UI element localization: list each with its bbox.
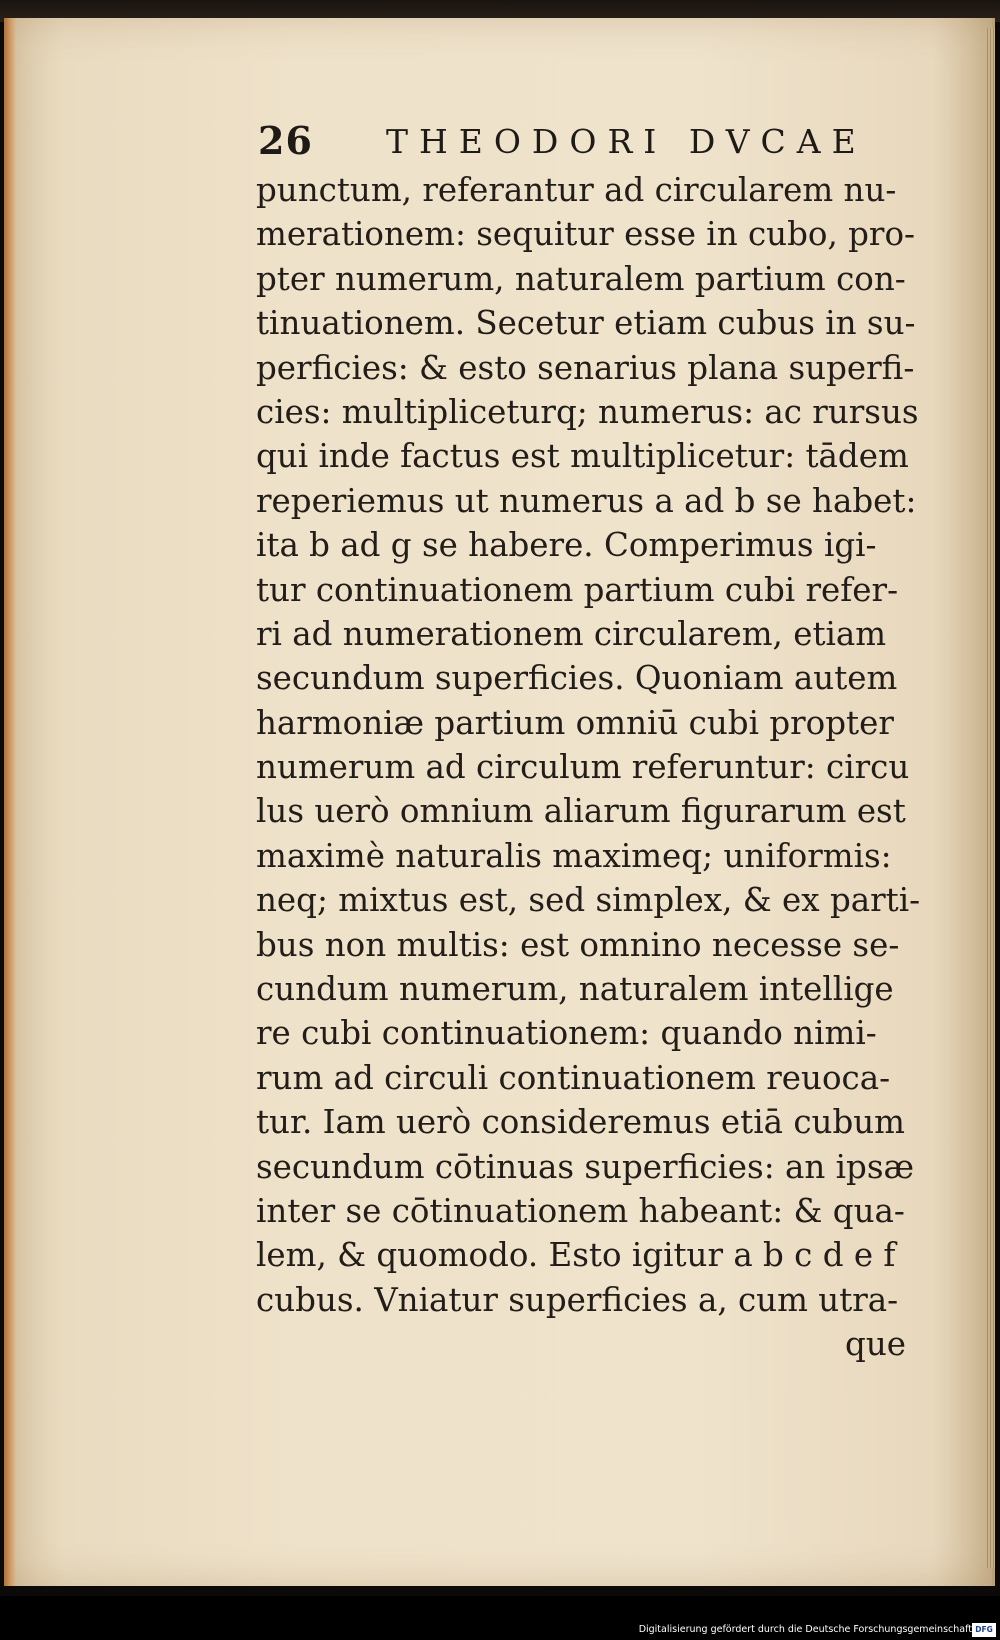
text-line: tinuationem. Secetur etiam cubus in su- (256, 304, 916, 343)
text-line: reperiemus ut numerus a ad b se habet: (256, 481, 917, 520)
text-line: ita b ad g se habere. Comperimus igi- (256, 526, 877, 565)
text-line: secundum superficies. Quoniam autem (256, 659, 898, 698)
text-line: maximè naturalis maximeq; uniformis: (256, 836, 892, 875)
digitization-footer (0, 1596, 1000, 1640)
page-stack-edge (985, 28, 995, 1568)
text-line: lem, & quomodo. Esto igitur a b c d e f (256, 1236, 896, 1275)
running-head: THEODORI DVCAE (386, 122, 867, 161)
dfg-logo-text: DFG (975, 1625, 993, 1634)
text-line: perficies: & esto senarius plana superfi- (256, 348, 915, 387)
text-line: cies: multipliceturq; numerus: ac rursus (256, 392, 919, 431)
text-line: cundum numerum, naturalem intellige (256, 970, 894, 1009)
page-number: 26 (258, 118, 313, 163)
text-line: re cubi continuationem: quando nimi- (256, 1014, 877, 1053)
text-line: qui inde factus est multiplicetur: tādem (256, 437, 909, 476)
body-text (256, 168, 921, 1367)
text-line: pter numerum, naturalem partium con- (256, 259, 906, 298)
text-line: bus non multis: est omnino necesse se- (256, 925, 900, 964)
text-line: tur. Iam uerò consideremus etiā cubum (256, 1103, 906, 1142)
dfg-logo-icon (972, 1623, 996, 1637)
text-line: secundum cōtinuas superficies: an ipsæ (256, 1147, 915, 1186)
text-line: merationem: sequitur esse in cubo, pro- (256, 215, 916, 254)
text-line: ri ad numerationem circularem, etiam (256, 614, 887, 653)
text-line: neq; mixtus est, sed simplex, & ex parti- (256, 881, 921, 920)
funding-credit: Digitalisierung gefördert durch die Deutsche Forschungsgemeinschaft (638, 1624, 972, 1635)
text-line: inter se cōtinuationem habeant: & qua- (256, 1191, 905, 1230)
catchword: que (845, 1325, 906, 1364)
text-line: harmoniæ partium omniū cubi propter (256, 703, 894, 742)
text-line: cubus. Vniatur superficies a, cum utra- (256, 1280, 899, 1319)
text-line: tur continuationem partium cubi refer- (256, 570, 899, 609)
text-line: rum ad circuli continuationem reuoca- (256, 1058, 891, 1097)
text-line: numerum ad circulum referuntur: circu (256, 748, 910, 787)
text-line: punctum, referantur ad circularem nu- (256, 171, 897, 209)
page-header (258, 118, 878, 170)
page-left-edge (4, 18, 16, 1586)
text-line: lus uerò omnium aliarum figurarum est (256, 792, 906, 831)
